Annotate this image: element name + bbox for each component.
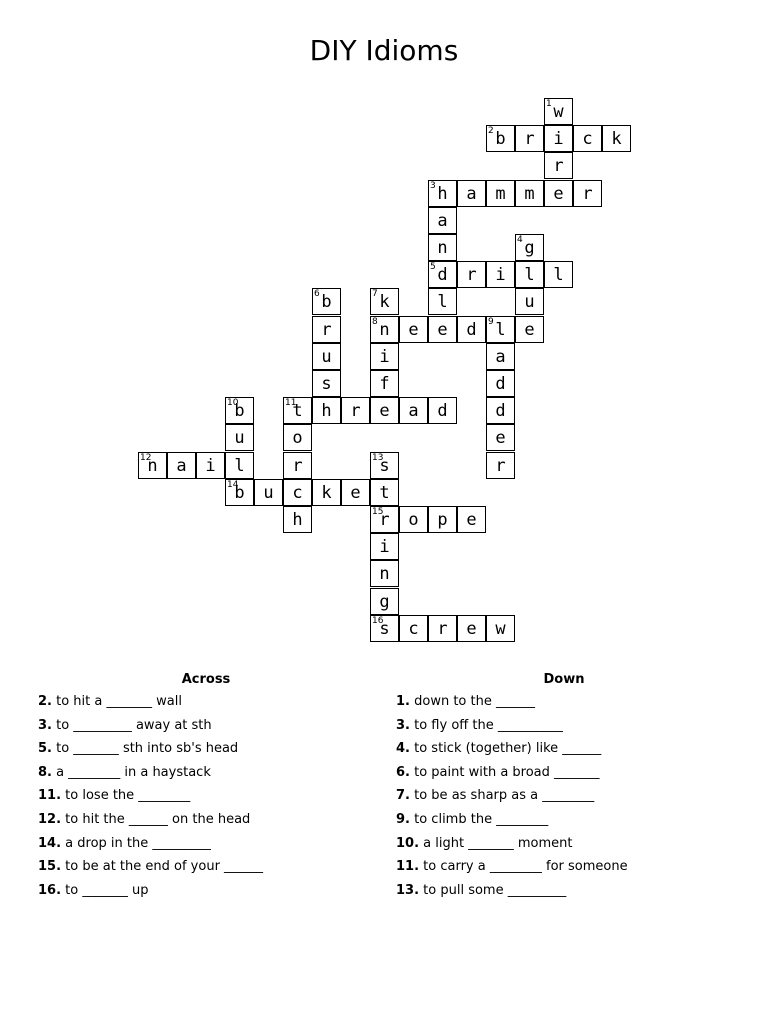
cell-letter: b — [234, 401, 245, 422]
clue-number: 12. — [38, 811, 62, 827]
grid-cell — [428, 261, 457, 288]
clue-number: 10 — [227, 398, 239, 409]
cell-letter: b — [495, 129, 506, 150]
clue-text: a drop in the _________ — [65, 835, 211, 851]
clue-item — [396, 764, 732, 788]
cell-letter: d — [437, 401, 448, 422]
cell-letter: u — [321, 346, 332, 367]
down-clues — [396, 672, 732, 905]
cell-letter: m — [495, 183, 506, 204]
grid-cell — [515, 261, 544, 288]
grid-cell — [544, 180, 573, 207]
clue-text: to be as sharp as a ________ — [414, 788, 595, 804]
clue-number: 13. — [396, 882, 420, 898]
grid-cell — [486, 180, 515, 207]
clue-item — [38, 835, 374, 859]
clue-number: 14 — [227, 479, 239, 490]
clue-text: to _________ away at sth — [56, 717, 212, 733]
cell-letter: k — [611, 129, 622, 150]
cell-letter: k — [379, 292, 390, 313]
clue-number: 7 — [372, 289, 378, 300]
grid-cell — [370, 560, 399, 587]
cell-letter: l — [553, 265, 564, 286]
cell-letter: s — [379, 455, 390, 476]
cell-letter: g — [524, 238, 535, 258]
grid-cell — [370, 615, 399, 642]
cell-letter: b — [234, 482, 245, 503]
cell-letter: r — [495, 455, 506, 476]
cell-letter: g — [379, 591, 390, 612]
cell-letter: a — [176, 455, 187, 476]
clue-text: to hit the ______ on the head — [65, 811, 251, 827]
clue-item — [38, 858, 374, 882]
clue-text: down to the ______ — [414, 694, 535, 709]
cell-letter: e — [553, 183, 564, 204]
grid-cell — [225, 424, 254, 451]
cell-letter: e — [524, 319, 535, 340]
cell-letter: h — [321, 401, 332, 422]
grid-cell — [370, 397, 399, 424]
grid-cell — [399, 316, 428, 343]
grid-cell — [428, 288, 457, 315]
grid-cell — [486, 397, 515, 424]
cell-letter: a — [437, 210, 448, 231]
clue-text: to climb the ________ — [414, 811, 549, 827]
cell-letter: e — [379, 401, 390, 422]
clue-item — [38, 882, 374, 906]
grid-cell — [544, 98, 573, 125]
cell-letter: k — [321, 482, 332, 503]
grid-cell — [312, 316, 341, 343]
grid-cell — [486, 261, 515, 288]
cell-letter: o — [408, 510, 419, 530]
clue-number: 9 — [488, 316, 494, 327]
cell-letter: i — [379, 346, 390, 367]
grid-cell — [486, 615, 515, 642]
cell-letter: l — [437, 292, 448, 313]
grid-cell — [196, 452, 225, 479]
grid-cell — [486, 370, 515, 397]
cell-letter: i — [379, 537, 390, 558]
clue-number: 2 — [488, 126, 494, 137]
cell-letter: f — [379, 374, 390, 394]
grid-cell — [225, 397, 254, 424]
grid-cell — [602, 125, 631, 152]
clue-number: 3. — [38, 717, 52, 733]
grid-cell — [370, 588, 399, 615]
clue-item — [396, 811, 732, 835]
clue-number: 16. — [38, 882, 62, 898]
cell-letter: i — [495, 265, 506, 286]
grid-cell — [486, 125, 515, 152]
cell-letter: e — [466, 510, 477, 530]
cell-letter: t — [292, 401, 303, 422]
grid-cell — [428, 397, 457, 424]
cell-letter: r — [524, 129, 535, 150]
grid-cell — [283, 424, 312, 451]
grid-cell — [370, 370, 399, 397]
page-title: DIY Idioms — [309, 34, 459, 67]
grid-cell — [341, 397, 370, 424]
clue-number: 7. — [396, 788, 410, 804]
grid-cell — [312, 479, 341, 506]
clue-number: 11 — [285, 398, 297, 409]
grid-cell — [370, 343, 399, 370]
cell-letter: c — [292, 482, 303, 503]
across-clues — [38, 672, 374, 905]
clue-number: 10. — [396, 835, 420, 851]
grid-cell — [283, 506, 312, 533]
grid-cell — [370, 479, 399, 506]
cell-letter: r — [350, 401, 361, 422]
grid-cell — [312, 370, 341, 397]
clue-text: to _______ up — [65, 882, 149, 898]
grid-cell — [515, 180, 544, 207]
grid-cell — [515, 316, 544, 343]
cell-letter: r — [379, 510, 390, 530]
grid-cell — [370, 288, 399, 315]
grid-cell — [428, 234, 457, 261]
cell-letter: w — [553, 102, 564, 122]
clue-item — [396, 835, 732, 859]
grid-cell — [457, 261, 486, 288]
clue-number: 3. — [396, 717, 410, 733]
grid-cell — [573, 180, 602, 207]
grid-cell — [283, 479, 312, 506]
clue-number: 6 — [314, 289, 320, 300]
clue-number: 1. — [396, 694, 410, 709]
grid-cell — [399, 615, 428, 642]
grid-cell — [428, 180, 457, 207]
cell-letter: n — [379, 564, 390, 585]
clue-number: 15. — [38, 859, 62, 875]
down-heading: Down — [543, 672, 585, 687]
grid-cell — [428, 506, 457, 533]
cell-letter: l — [524, 265, 535, 286]
clue-text: to fly off the __________ — [414, 717, 563, 733]
cell-letter: b — [321, 292, 332, 313]
grid-cell — [457, 506, 486, 533]
cell-letter: n — [379, 319, 390, 340]
cell-letter: c — [582, 129, 593, 150]
grid-cell — [515, 234, 544, 261]
cell-letter: d — [437, 265, 448, 286]
grid-cell — [254, 479, 283, 506]
clue-number: 5 — [430, 262, 436, 273]
clue-text: to pull some _________ — [423, 882, 567, 898]
across-clue-list — [38, 693, 374, 905]
clue-text: to be at the end of your ______ — [65, 859, 264, 875]
clue-number: 11. — [38, 788, 62, 804]
grid-cell — [312, 288, 341, 315]
cell-letter: i — [553, 129, 564, 150]
grid-cell — [428, 316, 457, 343]
clue-number: 8 — [372, 316, 378, 327]
cell-letter: u — [263, 482, 274, 503]
cell-letter: l — [234, 455, 245, 476]
clue-number: 9. — [396, 811, 410, 827]
grid-cell — [544, 125, 573, 152]
cell-letter: c — [408, 618, 419, 639]
grid-cell — [399, 506, 428, 533]
grid-cell — [138, 452, 167, 479]
grid-cell — [370, 533, 399, 560]
grid-cell — [399, 397, 428, 424]
cell-letter: a — [408, 401, 419, 422]
clue-item — [38, 811, 374, 835]
clue-text: to paint with a broad _______ — [414, 764, 600, 780]
cell-letter: r — [582, 183, 593, 204]
clue-number: 5. — [38, 741, 52, 757]
grid-cell — [312, 397, 341, 424]
clue-number: 3 — [430, 180, 436, 191]
cell-letter: s — [379, 618, 390, 639]
clue-text: to carry a ________ for someone — [423, 859, 628, 875]
cell-letter: e — [408, 319, 419, 340]
grid-cell — [515, 288, 544, 315]
cell-letter: n — [147, 455, 158, 476]
grid-cell — [544, 152, 573, 179]
clue-item — [38, 693, 374, 717]
cell-letter: r — [553, 156, 564, 177]
cell-letter: r — [321, 319, 332, 340]
grid-cell — [486, 424, 515, 451]
cell-letter: r — [466, 265, 477, 286]
cell-letter: e — [495, 428, 506, 449]
clue-number: 8. — [38, 764, 52, 780]
clue-number: 4 — [517, 235, 523, 245]
grid-cell — [341, 479, 370, 506]
clue-number: 16 — [372, 615, 384, 626]
grid-cell — [225, 452, 254, 479]
grid-cell — [428, 615, 457, 642]
grid-cell — [486, 343, 515, 370]
clue-item — [38, 787, 374, 811]
cell-letter: p — [437, 510, 448, 530]
grid-cell — [573, 125, 602, 152]
clue-item — [38, 740, 374, 764]
clue-item — [38, 717, 374, 741]
clue-text: to hit a _______ wall — [56, 694, 182, 709]
grid-cell — [370, 506, 399, 533]
clue-number: 15 — [372, 507, 384, 517]
cell-letter: d — [495, 374, 506, 394]
grid-cell — [457, 180, 486, 207]
clue-number: 13 — [372, 452, 384, 463]
cell-letter: d — [495, 401, 506, 422]
clue-text: a ________ in a haystack — [56, 764, 211, 780]
cell-letter: r — [292, 455, 303, 476]
grid-cell — [167, 452, 196, 479]
clue-number: 14. — [38, 835, 62, 851]
clue-number: 4. — [396, 741, 410, 757]
down-clue-list — [396, 693, 732, 905]
cell-letter: t — [379, 482, 390, 503]
clue-number: 2. — [38, 694, 52, 709]
clue-item — [396, 858, 732, 882]
clue-text: to lose the ________ — [65, 788, 191, 804]
cell-letter: h — [437, 183, 448, 204]
cell-letter: h — [292, 510, 303, 530]
grid-cell — [283, 397, 312, 424]
cell-letter: l — [495, 319, 506, 340]
cell-letter: a — [495, 346, 506, 367]
cell-letter: m — [524, 183, 535, 204]
cell-letter: u — [524, 292, 535, 313]
clue-item — [396, 693, 732, 717]
clue-text: to _______ sth into sb's head — [56, 741, 239, 757]
clue-item — [38, 764, 374, 788]
cell-letter: r — [437, 618, 448, 639]
grid-cell — [486, 316, 515, 343]
clue-number: 12 — [140, 452, 152, 463]
grid-cell — [225, 479, 254, 506]
clue-text: to stick (together) like ______ — [414, 741, 602, 757]
cell-letter: w — [495, 618, 506, 639]
clue-item — [396, 740, 732, 764]
grid-cell — [457, 316, 486, 343]
clue-item — [396, 717, 732, 741]
clue-item — [396, 882, 732, 906]
cell-letter: d — [466, 319, 477, 340]
cell-letter: n — [437, 238, 448, 258]
grid-cell — [457, 615, 486, 642]
cell-letter: e — [350, 482, 361, 503]
cell-letter: s — [321, 374, 332, 394]
grid-cell — [370, 316, 399, 343]
clue-number: 6. — [396, 764, 410, 780]
clue-text: a light _______ moment — [423, 835, 573, 851]
cell-letter: e — [466, 618, 477, 639]
cell-letter: o — [292, 428, 303, 449]
grid-cell — [486, 452, 515, 479]
cell-letter: e — [437, 319, 448, 340]
grid-cell — [544, 261, 573, 288]
grid-cell — [515, 125, 544, 152]
clue-number: 11. — [396, 859, 420, 875]
cell-letter: a — [466, 183, 477, 204]
clue-item — [396, 787, 732, 811]
cell-letter: u — [234, 428, 245, 449]
grid-cell — [283, 452, 312, 479]
cell-letter: i — [205, 455, 216, 476]
grid-cell — [428, 207, 457, 234]
grid-cell — [370, 452, 399, 479]
clue-number: 1 — [546, 99, 552, 109]
grid-cell — [312, 343, 341, 370]
across-heading: Across — [181, 672, 231, 687]
